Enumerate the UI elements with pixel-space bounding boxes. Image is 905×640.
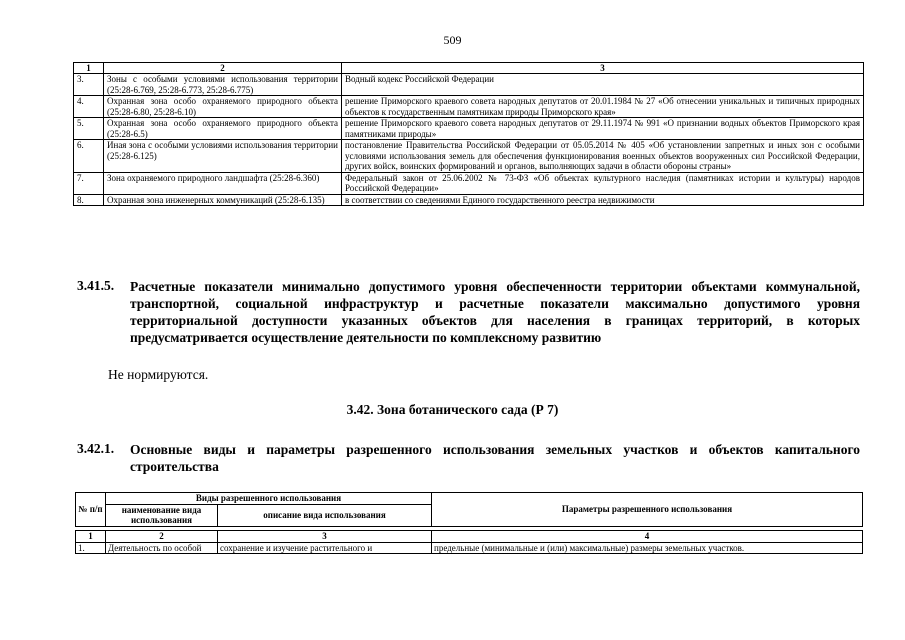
table-header-row — [74, 63, 864, 74]
zone-name: Охранная зона инженерных коммуникаций (25:28-6.135) — [104, 194, 342, 206]
row-number: 6. — [74, 140, 104, 173]
zones-table — [73, 62, 864, 206]
zone-name: Иная зона с особыми условиями использования территории (25:28-6.125) — [104, 140, 342, 173]
zone-basis: постановление Правительства Российской Федерации от 05.05.2014 № 405 «Об установлении запретных и иных зон с особыми условиями использования земель для обеспечения функционирования военных объектов вооруженных сил Российской Федерации, других войск, воинских формирований и органов, выполняющих задачи в области обороны страны» — [342, 140, 864, 173]
page-number: 509 — [443, 33, 462, 47]
header-cell: 1 — [74, 63, 104, 74]
row-number: 3. — [74, 74, 104, 96]
row-number: 8. — [74, 194, 104, 206]
body-paragraph: Не нормируются. — [108, 367, 209, 382]
table-row — [74, 140, 864, 173]
header-cell: № п/п — [76, 493, 106, 527]
table-row — [74, 118, 864, 140]
permitted-use-table — [75, 492, 863, 554]
column-number: 2 — [106, 530, 218, 542]
zone-basis: Водный кодекс Российской Федерации — [342, 74, 864, 96]
zone-basis: решение Приморского краевого совета народных депутатов от 29.11.1974 № 991 «О признании водных объектов Приморского края памятниками природы» — [342, 118, 864, 140]
table-row — [76, 542, 863, 554]
section-heading: Основные виды и параметры разрешенного использования земельных участков и объектов капитального строительства — [130, 442, 860, 474]
header-cell: Виды разрешенного использования — [106, 493, 432, 505]
header-cell: описание вида использования — [218, 504, 432, 526]
header-cell: 3 — [342, 63, 864, 74]
header-cell: 2 — [104, 63, 342, 74]
header-cell: наименование вида использования — [106, 504, 218, 526]
zone-name: Зоны с особыми условиями использования территории (25:28-6.769, 25:28-6.773, 25:28-6.775) — [104, 74, 342, 96]
zone-name: Охранная зона особо охраняемого природного объекта (25:28-6.5) — [104, 118, 342, 140]
table-header-row — [76, 493, 863, 505]
section-number: 3.41.5. — [77, 278, 115, 293]
column-number-row — [76, 530, 863, 542]
section-heading: Расчетные показатели минимально допустимого уровня обеспеченности территории объектами коммунальной, транспортной, социальной инфраструктур и расчетные показатели максимально допустимого уровня территориальной доступности указанных объектов для населения в границах территорий, в которых предусматривается осуществление деятельности по комплексному развитию — [130, 279, 860, 345]
table-row — [74, 74, 864, 96]
row-number: 4. — [74, 96, 104, 118]
row-number: 1. — [76, 542, 106, 554]
column-number: 3 — [218, 530, 432, 542]
section-number: 3.42.1. — [77, 441, 115, 456]
zone-heading: 3.42. Зона ботанического сада (Р 7) — [346, 402, 559, 417]
table-row — [74, 172, 864, 194]
header-cell: Параметры разрешенного использования — [432, 493, 863, 527]
table-row — [74, 194, 864, 206]
table-row — [74, 96, 864, 118]
zone-basis: Федеральный закон от 25.06.2002 № 73-ФЗ «Об объектах культурного наследия (памятниках истории и культуры) народов Российской Федерации» — [342, 172, 864, 194]
zone-name: Охранная зона особо охраняемого природного объекта (25:28-6.80, 25:28-6.10) — [104, 96, 342, 118]
column-number: 1 — [76, 530, 106, 542]
row-number: 7. — [74, 172, 104, 194]
row-number: 5. — [74, 118, 104, 140]
zone-basis: решение Приморского краевого совета народных депутатов от 20.01.1984 № 27 «Об отнесении уникальных и типичных природных объектов к государственным памятникам природы Приморского края» — [342, 96, 864, 118]
zone-name: Зона охраняемого природного ландшафта (25:28-6.360) — [104, 172, 342, 194]
use-parameters: предельные (минимальные и (или) максимальные) размеры земельных участков. — [432, 542, 863, 554]
use-name: Деятельность по особой — [106, 542, 218, 554]
use-description: сохранение и изучение растительного и — [218, 542, 432, 554]
column-number: 4 — [432, 530, 863, 542]
zone-basis: в соответствии со сведениями Единого государственного реестра недвижимости — [342, 194, 864, 206]
